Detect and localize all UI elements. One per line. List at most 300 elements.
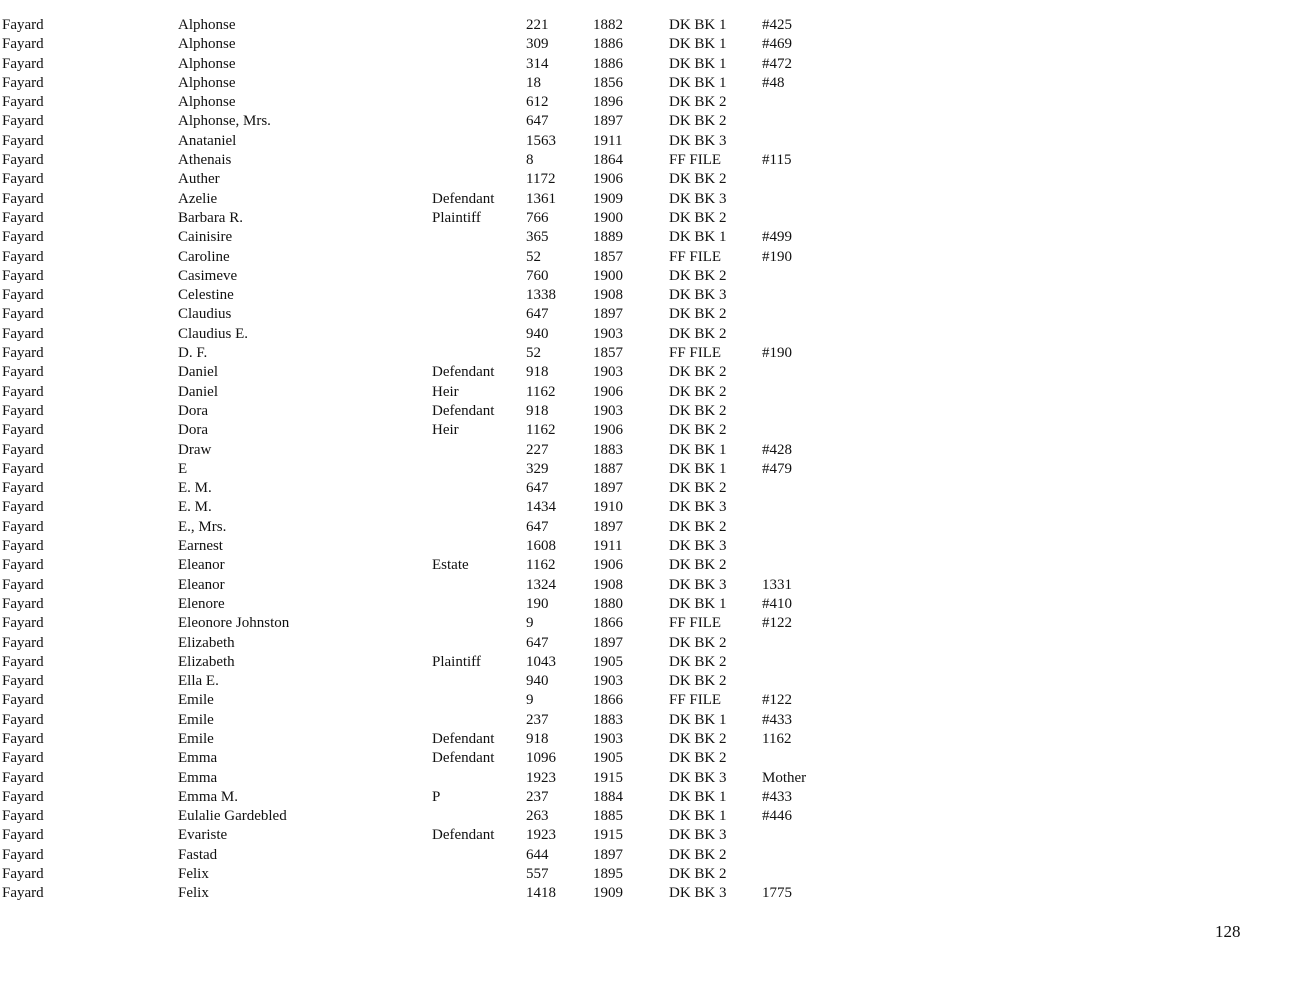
index-row (0, 402, 1292, 421)
surname-cell: Fayard (2, 538, 44, 555)
note-cell: 1331 (762, 576, 792, 593)
book-cell: DK BK 2 (669, 267, 727, 284)
year-cell: 1909 (593, 885, 623, 902)
record-number-cell: 612 (526, 94, 549, 111)
year-cell: 1903 (593, 364, 623, 381)
note-cell: #433 (762, 788, 792, 805)
year-cell: 1883 (593, 441, 623, 458)
record-number-cell: 766 (526, 209, 549, 226)
surname-cell: Fayard (2, 345, 44, 362)
year-cell: 1897 (593, 518, 623, 535)
given-name-cell: Felix (178, 885, 209, 902)
index-row (0, 576, 1292, 595)
role-cell: Defendant (432, 730, 495, 747)
note-cell: #410 (762, 595, 792, 612)
year-cell: 1910 (593, 499, 623, 516)
role-cell: Plaintiff (432, 653, 481, 670)
year-cell: 1884 (593, 788, 623, 805)
book-cell: FF FILE (669, 152, 722, 169)
book-cell: DK BK 3 (669, 499, 727, 516)
note-cell: #48 (762, 74, 785, 91)
index-row (0, 151, 1292, 170)
book-cell: DK BK 2 (669, 480, 727, 497)
index-row (0, 556, 1292, 575)
surname-cell: Fayard (2, 55, 44, 72)
given-name-cell: Athenais (178, 152, 232, 169)
surname-cell: Fayard (2, 788, 44, 805)
index-row (0, 807, 1292, 826)
index-row (0, 537, 1292, 556)
given-name-cell: D. F. (178, 345, 208, 362)
given-name-cell: Casimeve (178, 267, 238, 284)
surname-cell: Fayard (2, 673, 44, 690)
given-name-cell: Auther (178, 171, 220, 188)
book-cell: FF FILE (669, 692, 722, 709)
year-cell: 1903 (593, 673, 623, 690)
given-name-cell: Eleanor (178, 576, 225, 593)
record-number-cell: 918 (526, 730, 549, 747)
given-name-cell: Felix (178, 866, 209, 883)
book-cell: DK BK 3 (669, 287, 727, 304)
index-row (0, 749, 1292, 768)
year-cell: 1903 (593, 325, 623, 342)
year-cell: 1896 (593, 94, 623, 111)
year-cell: 1908 (593, 576, 623, 593)
given-name-cell: E (178, 460, 188, 477)
record-number-cell: 9 (526, 692, 534, 709)
surname-cell: Fayard (2, 171, 44, 188)
surname-cell: Fayard (2, 885, 44, 902)
year-cell: 1915 (593, 769, 623, 786)
surname-cell: Fayard (2, 152, 44, 169)
surname-cell: Fayard (2, 846, 44, 863)
index-row (0, 691, 1292, 710)
book-cell: DK BK 2 (669, 364, 727, 381)
surname-cell: Fayard (2, 769, 44, 786)
record-number-cell: 1172 (526, 171, 556, 188)
surname-cell: Fayard (2, 750, 44, 767)
book-cell: FF FILE (669, 615, 722, 632)
given-name-cell: Azelie (178, 190, 218, 207)
note-cell: 1162 (762, 730, 792, 747)
book-cell: DK BK 2 (669, 422, 727, 439)
record-number-cell: 309 (526, 36, 549, 53)
given-name-cell: Dora (178, 402, 208, 419)
given-name-cell: Elizabeth (178, 634, 235, 651)
year-cell: 1905 (593, 750, 623, 767)
note-cell: #499 (762, 229, 792, 246)
book-cell: DK BK 2 (669, 325, 727, 342)
index-row (0, 769, 1292, 788)
surname-cell: Fayard (2, 827, 44, 844)
index-row (0, 614, 1292, 633)
index-row (0, 248, 1292, 267)
year-cell: 1905 (593, 653, 623, 670)
book-cell: DK BK 1 (669, 788, 727, 805)
note-cell: 1775 (762, 885, 792, 902)
role-cell: P (432, 788, 441, 805)
year-cell: 1895 (593, 866, 623, 883)
index-row (0, 653, 1292, 672)
year-cell: 1911 (593, 538, 623, 555)
index-row (0, 383, 1292, 402)
record-number-cell: 1338 (526, 287, 556, 304)
book-cell: DK BK 1 (669, 808, 727, 825)
role-cell: Defendant (432, 750, 495, 767)
year-cell: 1903 (593, 402, 623, 419)
index-row (0, 441, 1292, 460)
record-number-cell: 1162 (526, 422, 556, 439)
record-number-cell: 940 (526, 325, 549, 342)
year-cell: 1906 (593, 557, 623, 574)
record-number-cell: 1324 (526, 576, 556, 593)
book-cell: DK BK 1 (669, 36, 727, 53)
index-row (0, 595, 1292, 614)
note-cell: #190 (762, 345, 792, 362)
year-cell: 1911 (593, 132, 623, 149)
record-number-cell: 9 (526, 615, 534, 632)
index-row (0, 711, 1292, 730)
given-name-cell: Fastad (178, 846, 218, 863)
record-number-cell: 8 (526, 152, 534, 169)
year-cell: 1883 (593, 711, 623, 728)
year-cell: 1906 (593, 383, 623, 400)
index-row (0, 498, 1292, 517)
record-number-cell: 1162 (526, 557, 556, 574)
index-row (0, 363, 1292, 382)
index-row (0, 112, 1292, 131)
record-number-cell: 1361 (526, 190, 556, 207)
year-cell: 1886 (593, 36, 623, 53)
record-number-cell: 647 (526, 480, 549, 497)
index-row (0, 865, 1292, 884)
given-name-cell: Eleanor (178, 557, 225, 574)
index-row (0, 344, 1292, 363)
record-number-cell: 1608 (526, 538, 556, 555)
role-cell: Defendant (432, 364, 495, 381)
surname-cell: Fayard (2, 36, 44, 53)
page-number: 128 (1215, 922, 1241, 941)
surname-cell: Fayard (2, 692, 44, 709)
given-name-cell: Celestine (178, 287, 234, 304)
surname-cell: Fayard (2, 634, 44, 651)
given-name-cell: Daniel (178, 364, 218, 381)
record-number-cell: 52 (526, 345, 541, 362)
book-cell: DK BK 2 (669, 518, 727, 535)
book-cell: DK BK 2 (669, 113, 727, 130)
surname-cell: Fayard (2, 190, 44, 207)
book-cell: DK BK 3 (669, 885, 727, 902)
record-number-cell: 227 (526, 441, 549, 458)
index-row (0, 209, 1292, 228)
index-row (0, 518, 1292, 537)
given-name-cell: Emile (178, 692, 214, 709)
index-row (0, 479, 1292, 498)
book-cell: DK BK 2 (669, 306, 727, 323)
surname-cell: Fayard (2, 808, 44, 825)
book-cell: DK BK 2 (669, 730, 727, 747)
book-cell: DK BK 1 (669, 17, 727, 33)
record-number-cell: 1923 (526, 769, 556, 786)
index-row (0, 190, 1292, 209)
book-cell: DK BK 2 (669, 209, 727, 226)
given-name-cell: Emma (178, 769, 218, 786)
surname-cell: Fayard (2, 499, 44, 516)
year-cell: 1889 (593, 229, 623, 246)
book-cell: DK BK 1 (669, 55, 727, 72)
surname-cell: Fayard (2, 711, 44, 728)
given-name-cell: Dora (178, 422, 208, 439)
given-name-cell: Alphonse (178, 36, 236, 53)
year-cell: 1880 (593, 595, 623, 612)
role-cell: Plaintiff (432, 209, 481, 226)
surname-cell: Fayard (2, 267, 44, 284)
role-cell: Estate (432, 557, 469, 574)
note-cell: #446 (762, 808, 792, 825)
index-row (0, 305, 1292, 324)
given-name-cell: Alphonse (178, 74, 236, 91)
index-rows (0, 16, 1292, 904)
note-cell: #190 (762, 248, 792, 265)
record-number-cell: 314 (526, 55, 549, 72)
year-cell: 1866 (593, 692, 623, 709)
book-cell: DK BK 2 (669, 634, 727, 651)
record-number-cell: 1418 (526, 885, 556, 902)
role-cell: Heir (432, 383, 459, 400)
record-number-cell: 329 (526, 460, 549, 477)
book-cell: DK BK 1 (669, 74, 727, 91)
given-name-cell: Emile (178, 711, 214, 728)
record-number-cell: 365 (526, 229, 549, 246)
book-cell: FF FILE (669, 248, 722, 265)
surname-cell: Fayard (2, 248, 44, 265)
note-cell: #122 (762, 615, 792, 632)
year-cell: 1886 (593, 55, 623, 72)
given-name-cell: Alphonse (178, 55, 236, 72)
index-row (0, 672, 1292, 691)
surname-cell: Fayard (2, 480, 44, 497)
book-cell: DK BK 1 (669, 711, 727, 728)
book-cell: DK BK 2 (669, 653, 727, 670)
surname-cell: Fayard (2, 441, 44, 458)
given-name-cell: Daniel (178, 383, 218, 400)
book-cell: DK BK 3 (669, 190, 727, 207)
record-number-cell: 1162 (526, 383, 556, 400)
year-cell: 1897 (593, 306, 623, 323)
index-row (0, 267, 1292, 286)
year-cell: 1897 (593, 480, 623, 497)
given-name-cell: Anataniel (178, 132, 237, 149)
surname-cell: Fayard (2, 113, 44, 130)
record-number-cell: 1923 (526, 827, 556, 844)
book-cell: DK BK 2 (669, 846, 727, 863)
surname-cell: Fayard (2, 653, 44, 670)
role-cell: Defendant (432, 402, 495, 419)
book-cell: DK BK 3 (669, 132, 727, 149)
surname-cell: Fayard (2, 422, 44, 439)
index-row (0, 325, 1292, 344)
given-name-cell: Draw (178, 441, 212, 458)
index-row (0, 730, 1292, 749)
year-cell: 1909 (593, 190, 623, 207)
record-number-cell: 760 (526, 267, 549, 284)
record-number-cell: 1434 (526, 499, 556, 516)
surname-cell: Fayard (2, 287, 44, 304)
given-name-cell: Ella E. (178, 673, 219, 690)
record-number-cell: 557 (526, 866, 549, 883)
book-cell: DK BK 3 (669, 538, 727, 555)
given-name-cell: Elizabeth (178, 653, 235, 670)
index-row (0, 884, 1292, 903)
record-number-cell: 237 (526, 788, 549, 805)
given-name-cell: Emma M. (178, 788, 238, 805)
index-row (0, 55, 1292, 74)
record-number-cell: 647 (526, 306, 549, 323)
book-cell: DK BK 3 (669, 769, 727, 786)
book-cell: DK BK 2 (669, 750, 727, 767)
surname-cell: Fayard (2, 94, 44, 111)
year-cell: 1897 (593, 113, 623, 130)
year-cell: 1906 (593, 422, 623, 439)
record-number-cell: 918 (526, 364, 549, 381)
book-cell: DK BK 3 (669, 827, 727, 844)
role-cell: Heir (432, 422, 459, 439)
year-cell: 1900 (593, 267, 623, 284)
surname-cell: Fayard (2, 383, 44, 400)
given-name-cell: Alphonse (178, 17, 236, 33)
book-cell: DK BK 2 (669, 866, 727, 883)
year-cell: 1903 (593, 730, 623, 747)
record-number-cell: 1043 (526, 653, 556, 670)
record-number-cell: 647 (526, 518, 549, 535)
given-name-cell: Claudius (178, 306, 232, 323)
book-cell: DK BK 2 (669, 171, 727, 188)
note-cell: Mother (762, 769, 807, 786)
surname-cell: Fayard (2, 74, 44, 91)
index-row (0, 228, 1292, 247)
book-cell: DK BK 2 (669, 402, 727, 419)
surname-cell: Fayard (2, 325, 44, 342)
record-number-cell: 644 (526, 846, 549, 863)
given-name-cell: Caroline (178, 248, 230, 265)
year-cell: 1856 (593, 74, 623, 91)
year-cell: 1900 (593, 209, 623, 226)
record-number-cell: 18 (526, 74, 541, 91)
year-cell: 1857 (593, 345, 623, 362)
note-cell: #479 (762, 460, 792, 477)
surname-cell: Fayard (2, 866, 44, 883)
index-row (0, 93, 1292, 112)
index-row (0, 170, 1292, 189)
book-cell: DK BK 2 (669, 673, 727, 690)
given-name-cell: E. M. (178, 499, 212, 516)
record-number-cell: 1563 (526, 132, 556, 149)
surname-cell: Fayard (2, 364, 44, 381)
index-row (0, 826, 1292, 845)
book-cell: DK BK 3 (669, 576, 727, 593)
given-name-cell: Elenore (178, 595, 225, 612)
index-row (0, 132, 1292, 151)
book-cell: DK BK 2 (669, 383, 727, 400)
surname-cell: Fayard (2, 615, 44, 632)
index-row (0, 74, 1292, 93)
given-name-cell: Claudius E. (178, 325, 248, 342)
surname-cell: Fayard (2, 306, 44, 323)
note-cell: #122 (762, 692, 792, 709)
note-cell: #472 (762, 55, 792, 72)
index-row (0, 634, 1292, 653)
given-name-cell: Eulalie Gardebled (178, 808, 287, 825)
index-row (0, 846, 1292, 865)
given-name-cell: Barbara R. (178, 209, 243, 226)
record-number-cell: 940 (526, 673, 549, 690)
surname-cell: Fayard (2, 595, 44, 612)
index-row (0, 286, 1292, 305)
book-cell: DK BK 1 (669, 595, 727, 612)
year-cell: 1908 (593, 287, 623, 304)
note-cell: #425 (762, 17, 792, 33)
note-cell: #469 (762, 36, 792, 53)
year-cell: 1897 (593, 634, 623, 651)
index-row (0, 788, 1292, 807)
surname-cell: Fayard (2, 557, 44, 574)
record-number-cell: 190 (526, 595, 549, 612)
surname-cell: Fayard (2, 229, 44, 246)
year-cell: 1866 (593, 615, 623, 632)
record-number-cell: 263 (526, 808, 549, 825)
index-row (0, 421, 1292, 440)
year-cell: 1906 (593, 171, 623, 188)
record-number-cell: 647 (526, 634, 549, 651)
role-cell: Defendant (432, 827, 495, 844)
book-cell: DK BK 1 (669, 229, 727, 246)
given-name-cell: Eleonore Johnston (178, 615, 290, 632)
record-number-cell: 52 (526, 248, 541, 265)
record-number-cell: 237 (526, 711, 549, 728)
surname-cell: Fayard (2, 209, 44, 226)
surname-cell: Fayard (2, 518, 44, 535)
book-cell: DK BK 1 (669, 460, 727, 477)
book-cell: FF FILE (669, 345, 722, 362)
surname-cell: Fayard (2, 132, 44, 149)
index-row (0, 16, 1292, 35)
note-cell: #428 (762, 441, 792, 458)
given-name-cell: Alphonse (178, 94, 236, 111)
record-number-cell: 221 (526, 17, 549, 33)
year-cell: 1882 (593, 17, 623, 33)
role-cell: Defendant (432, 190, 495, 207)
year-cell: 1857 (593, 248, 623, 265)
given-name-cell: E., Mrs. (178, 518, 227, 535)
given-name-cell: Cainisire (178, 229, 233, 246)
index-row (0, 460, 1292, 479)
note-cell: #115 (762, 152, 792, 169)
surname-cell: Fayard (2, 576, 44, 593)
given-name-cell: Earnest (178, 538, 223, 555)
note-cell: #433 (762, 711, 792, 728)
given-name-cell: E. M. (178, 480, 212, 497)
index-row (0, 35, 1292, 54)
year-cell: 1864 (593, 152, 623, 169)
book-cell: DK BK 1 (669, 441, 727, 458)
surname-cell: Fayard (2, 730, 44, 747)
given-name-cell: Emile (178, 730, 214, 747)
year-cell: 1885 (593, 808, 623, 825)
record-number-cell: 1096 (526, 750, 556, 767)
given-name-cell: Emma (178, 750, 218, 767)
record-number-cell: 918 (526, 402, 549, 419)
surname-cell: Fayard (2, 402, 44, 419)
